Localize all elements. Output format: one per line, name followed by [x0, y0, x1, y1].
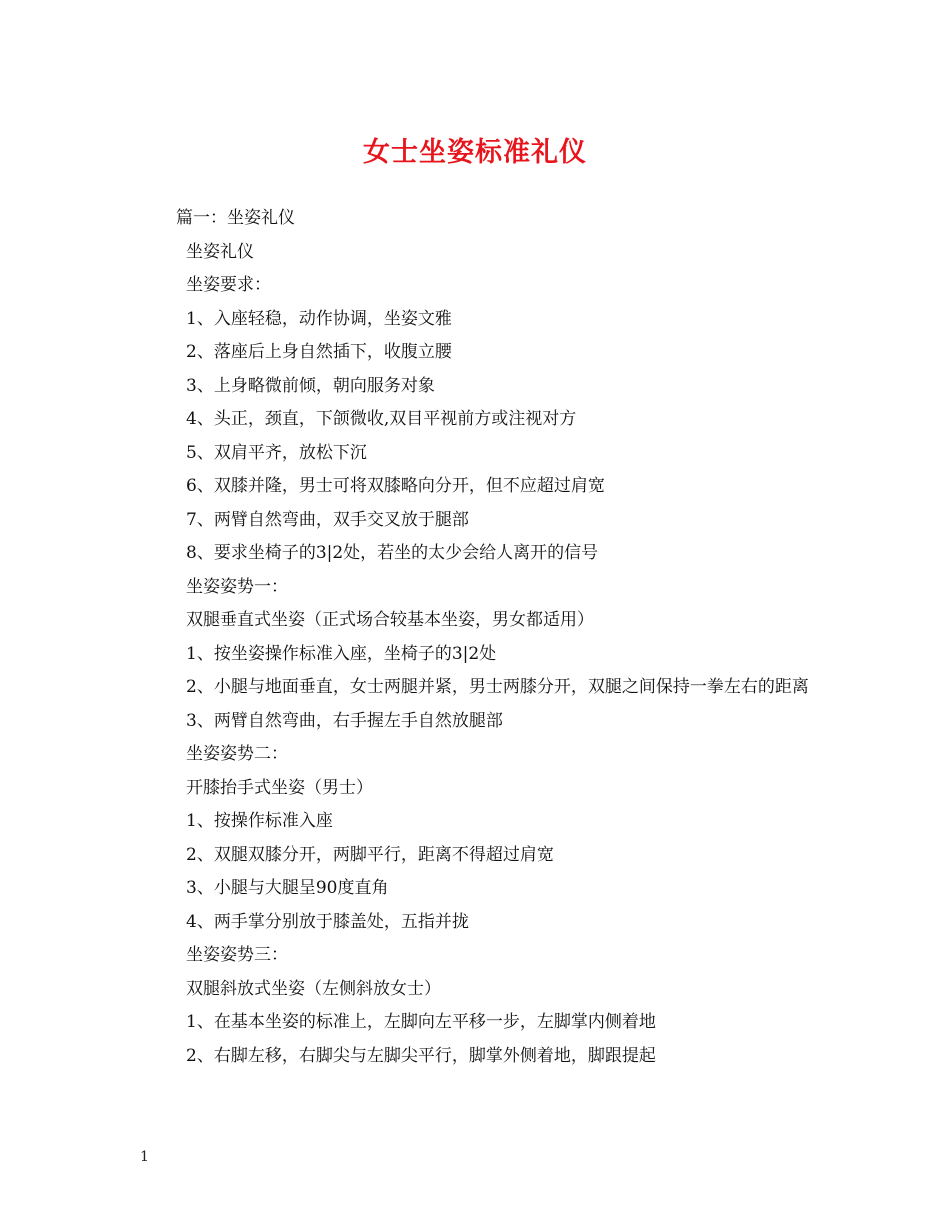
paragraph: 双腿斜放式坐姿（左侧斜放女士）	[186, 978, 441, 999]
paragraph: 3、小腿与大腿呈90度直角	[186, 878, 389, 898]
paragraph: 6、双膝并隆，男士可将双膝略向分开，但不应超过肩宽	[186, 476, 605, 496]
paragraph: 1、入座轻稳，动作协调，坐姿文雅	[186, 308, 452, 329]
paragraph: 开膝抬手式坐姿（男士）	[186, 777, 373, 798]
paragraph: 2、双腿双膝分开，两脚平行，距离不得超过肩宽	[186, 844, 554, 865]
paragraph: 1、按操作标准入座	[186, 811, 333, 831]
paragraph: 1、按坐姿操作标准入座，坐椅子的3|2处	[186, 643, 497, 664]
paragraph: 2、小腿与地面垂直，女士两腿并紧，男士两膝分开，双腿之间保持一拳左右的距离	[186, 677, 809, 697]
paragraph: 4、两手掌分别放于膝盖处，五指并拢	[186, 911, 469, 932]
paragraph: 1、在基本坐姿的标准上，左脚向左平移一步，左脚掌内侧着地	[186, 1012, 656, 1032]
paragraph: 坐姿要求：	[186, 275, 271, 295]
paragraph: 3、上身略微前倾，朝向服务对象	[186, 375, 435, 396]
paragraph: 坐姿姿势三：	[186, 945, 288, 965]
paragraph: 2、落座后上身自然插下，收腹立腰	[186, 342, 452, 362]
paragraph: 8、要求坐椅子的3|2处，若坐的太少会给人离开的信号	[186, 543, 599, 563]
paragraph: 4、头正，颈直，下颌微收,双目平视前方或注视对方	[186, 409, 577, 429]
page-number: 1	[140, 1149, 149, 1165]
paragraph: 5、双肩平齐，放松下沉	[186, 442, 367, 463]
paragraph: 坐姿姿势二：	[186, 744, 288, 764]
paragraph: 篇一：坐姿礼仪	[176, 208, 295, 228]
paragraph: 双腿垂直式坐姿（正式场合较基本坐姿，男女都适用）	[186, 610, 594, 630]
paragraph: 坐姿姿势一：	[186, 576, 288, 597]
paragraph: 2、右脚左移，右脚尖与左脚尖平行，脚掌外侧着地，脚跟提起	[186, 1045, 656, 1066]
paragraph: 坐姿礼仪	[186, 241, 254, 262]
document-body	[140, 202, 812, 1073]
document-title: 女士坐姿标准礼仪	[363, 137, 587, 168]
paragraph: 7、两臂自然弯曲，双手交叉放于腿部	[186, 509, 469, 530]
paragraph: 3、两臂自然弯曲，右手握左手自然放腿部	[186, 710, 503, 731]
